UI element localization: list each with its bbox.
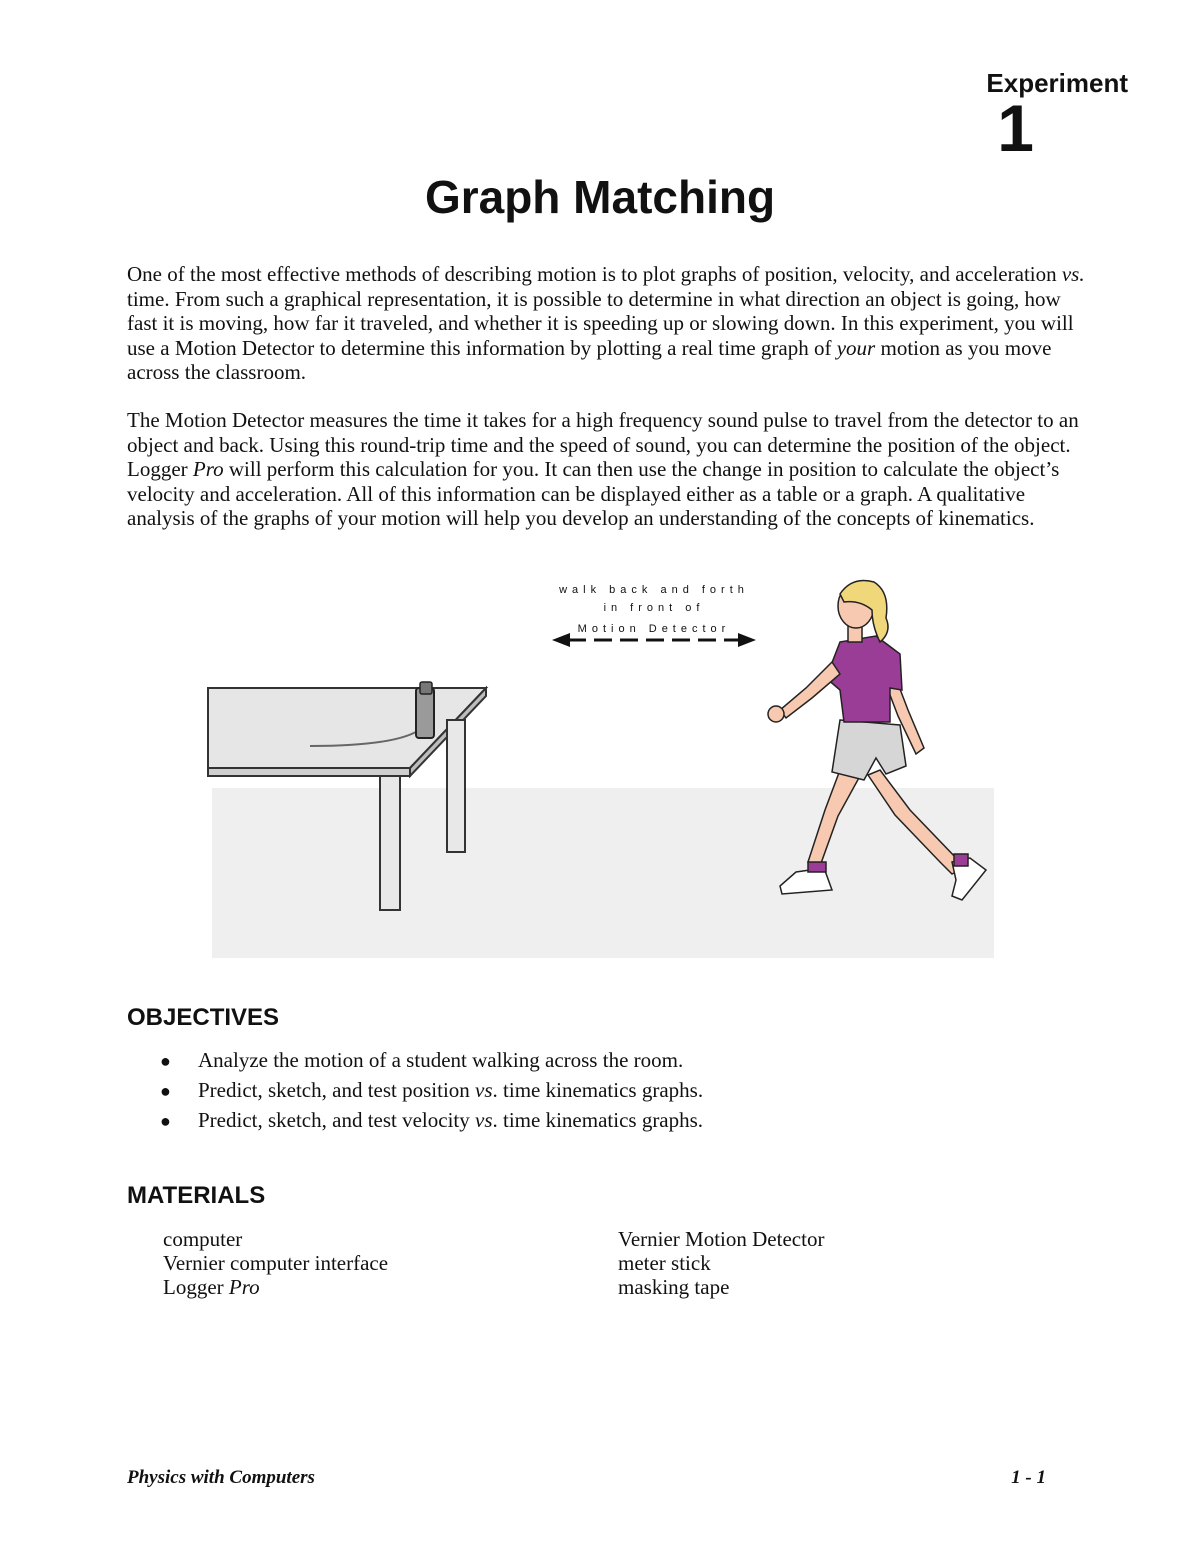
bullet-icon: ● [160,1081,171,1101]
experiment-number: 1 [997,91,1034,165]
materials-column-1 [163,1227,388,1299]
objectives-list [160,1045,703,1135]
footer-page-number: 1 - 1 [1011,1467,1046,1488]
material-item: Vernier Motion Detector [618,1227,825,1251]
bullet-icon: ● [160,1051,171,1071]
double-arrow-icon [552,633,756,647]
page-title: Graph Matching [424,171,776,223]
material-item: computer [163,1227,243,1251]
intro-paragraph-2: The Motion Detector measures the time it takes for a high frequency sound pulse to travel from the detector to an object and back. Using this round-trip time and the speed of sound, you can determine the position of the object. Logger Pro will perform this calculation for you. It can then use the change in position to calculate the object’s velocity and acceleration. All of this information can be displayed either as a table or a graph. A qualitative analysis of the graphs of your motion will help you develop an understanding of the concepts of kinematics. [127,408,1079,531]
material-item: meter stick [618,1251,711,1275]
materials-heading: MATERIALS [127,1182,266,1209]
experiment-label: Experiment [986,68,1128,98]
floor-area [212,788,994,958]
material-item: Vernier computer interface [163,1251,389,1275]
figure-caption-line-2: in front of [603,602,705,614]
motion-detector-device [416,682,434,738]
intro-paragraph-1: One of the most effective methods of describing motion is to plot graphs of position, velocity, and acceleration vs. time. From such a graphical representation, it is possible to determine in what direction an object is going, how fast it is moving, how far it traveled, and whether it is speeding up or slowing down. In this experiment, you will use a Motion Detector to determine this information by plotting a real time graph of your motion as you move across the classroom. [127,262,1085,385]
objective-item: ● Predict, sketch, and test velocity vs. time kinematics graphs. [160,1105,703,1135]
footer-book-title: Physics with Computers [127,1467,315,1488]
material-item: Logger Pro [163,1275,260,1299]
figure-caption-line-1: walk back and forth [559,584,749,596]
figure-caption-line-3: Motion Detector [577,623,731,635]
objectives-heading: OBJECTIVES [127,1004,280,1031]
materials-column-2 [618,1227,824,1299]
bullet-icon: ● [160,1111,171,1131]
objective-item: ● Predict, sketch, and test position vs. time kinematics graphs. [160,1075,703,1105]
material-item: masking tape [618,1275,730,1299]
objective-item: ● Analyze the motion of a student walking across the room. [160,1045,703,1075]
motion-detector-illustration [200,570,1000,965]
